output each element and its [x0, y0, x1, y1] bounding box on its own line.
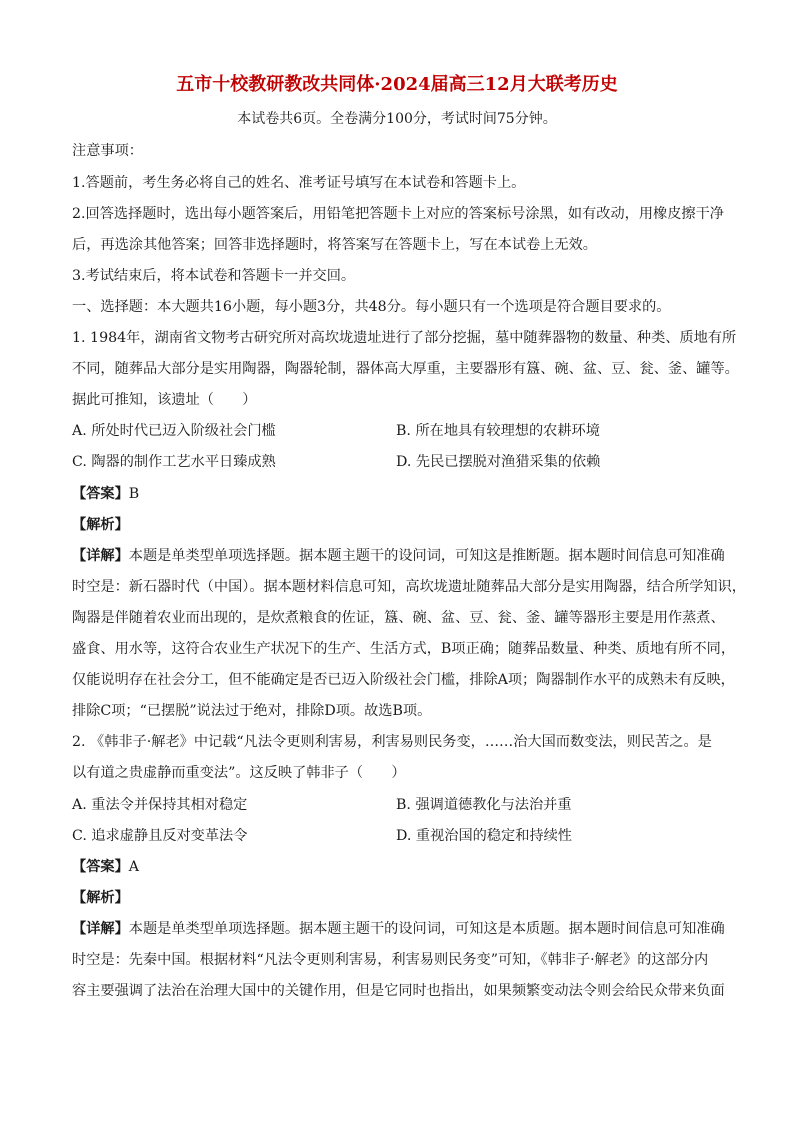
- detail-tag: 【详解】: [72, 921, 129, 937]
- exam-title: 五市十校教研教改共同体·2024届高三12月大联考历史: [176, 74, 618, 95]
- q1-stem-line: 1. 1984年，湖南省文物考古研究所对高坎垅遗址进行了部分挖掘，墓中随葬器物的数量、种类、质地有所: [72, 330, 737, 346]
- q1-detail-line: 盛食、用水等，这符合农业生产状况下的生产、生活方式，B项正确；随葬品数量、种类、质地有所不同，: [72, 641, 736, 657]
- answer-tag: 【答案】: [72, 486, 129, 502]
- q1-detail-line: [72, 546, 737, 566]
- q1-option-d: D. 先民已摆脱对渔猎采集的依赖: [396, 454, 601, 470]
- answer-tag: 【答案】: [72, 859, 129, 875]
- notice-item: 后，再选涂其他答案；回答非选择题时，将答案写在答题卡上，写在本试卷上无效。: [72, 237, 597, 253]
- q2-option-a: A. 重法令并保持其相对稳定: [72, 797, 248, 813]
- q2-option-b: B. 强调道德教化与法治并重: [396, 797, 572, 813]
- exam-subtitle: 本试卷共6页。全卷满分100分，考试时间75分钟。: [237, 111, 557, 127]
- answer-value: A: [128, 859, 140, 875]
- q2-detail-line: [72, 919, 737, 939]
- answer-value: B: [128, 486, 140, 502]
- q1-detail-line: 陶器是伴随着农业而出现的，是炊煮粮食的佐证，簋、碗、盆、豆、瓮、釜、罐等器形主要是用作蒸煮、: [72, 610, 725, 626]
- q2-detail-line: 时空是：先秦中国。根据材料“凡法令更则利害易，利害易则民务变”可知，《韩非子·解老》的这部分内: [72, 952, 709, 968]
- notice-item: 2.回答选择题时，选出每小题答案后，用铅笔把答题卡上对应的答案标号涂黑，如有改动，用橡皮擦干净: [72, 206, 724, 222]
- section-heading: 一、选择题：本大题共16小题，每小题3分，共48分。每小题只有一个选项是符合题目要求的。: [72, 299, 671, 315]
- q2-answer: [72, 857, 737, 877]
- q1-stem-line: 不同，随葬品大部分是实用陶器，陶器轮制，器体高大厚重，主要器形有簋、碗、盆、豆、瓮、釜、罐等。: [72, 361, 739, 377]
- q1-option-a: A. 所处时代已迈入阶级社会门槛: [72, 423, 276, 439]
- notice-item: 3.考试结束后，将本试卷和答题卡一并交回。: [72, 268, 356, 284]
- q1-option-c: C. 陶器的制作工艺水平日臻成熟: [72, 454, 276, 470]
- q2-analysis-tag: 【解析】: [72, 890, 129, 906]
- q2-option-c: C. 追求虚静且反对变革法令: [72, 828, 248, 844]
- notice-heading: 注意事项：: [72, 143, 143, 159]
- detail-text: 本题是单类型单项选择题。据本题主题干的设问词，可知这是推断题。据本题时间信息可知准确: [128, 548, 725, 564]
- q2-option-d: D. 重视治国的稳定和持续性: [396, 828, 572, 844]
- q1-option-b: B. 所在地具有较理想的农耕环境: [396, 423, 600, 439]
- q2-stem-line: 2. 《韩非子·解老》中记载“凡法令更则利害易，利害易则民务变，……治大国而数变法，则民苦之。是: [72, 734, 712, 750]
- q1-detail-line: 排除C项；“已摆脱”说法过于绝对，排除D项。故选B项。: [72, 703, 432, 719]
- q1-analysis-tag: 【解析】: [72, 517, 129, 533]
- q1-detail-line: 仅能说明存在社会分工，但不能确定是否已迈入阶级社会门槛，排除A项；陶器制作水平的成熟未有反映，: [72, 672, 735, 688]
- notice-item: 1.答题前，考生务必将自己的姓名、准考证号填写在本试卷和答题卡上。: [72, 175, 526, 191]
- q1-stem-line: 据此可推知，该遗址（ ）: [72, 392, 257, 408]
- detail-text: 本题是单类型单项选择题。据本题主题干的设问词，可知这是本质题。据本题时间信息可知准确: [128, 921, 725, 937]
- q2-detail-line: 容主要强调了法治在治理大国中的关键作用，但是它同时也指出，如果频繁变动法令则会给民众带来负面: [72, 983, 725, 999]
- q1-answer: [72, 484, 737, 504]
- q2-stem-line: 以有道之贵虚静而重变法”。这反映了韩非子（ ）: [72, 765, 406, 781]
- q1-detail-line: 时空是：新石器时代（中国）。据本题材料信息可知，高坎垅遗址随葬品大部分是实用陶器，结合所学知识，: [72, 579, 746, 595]
- detail-tag: 【详解】: [72, 548, 129, 564]
